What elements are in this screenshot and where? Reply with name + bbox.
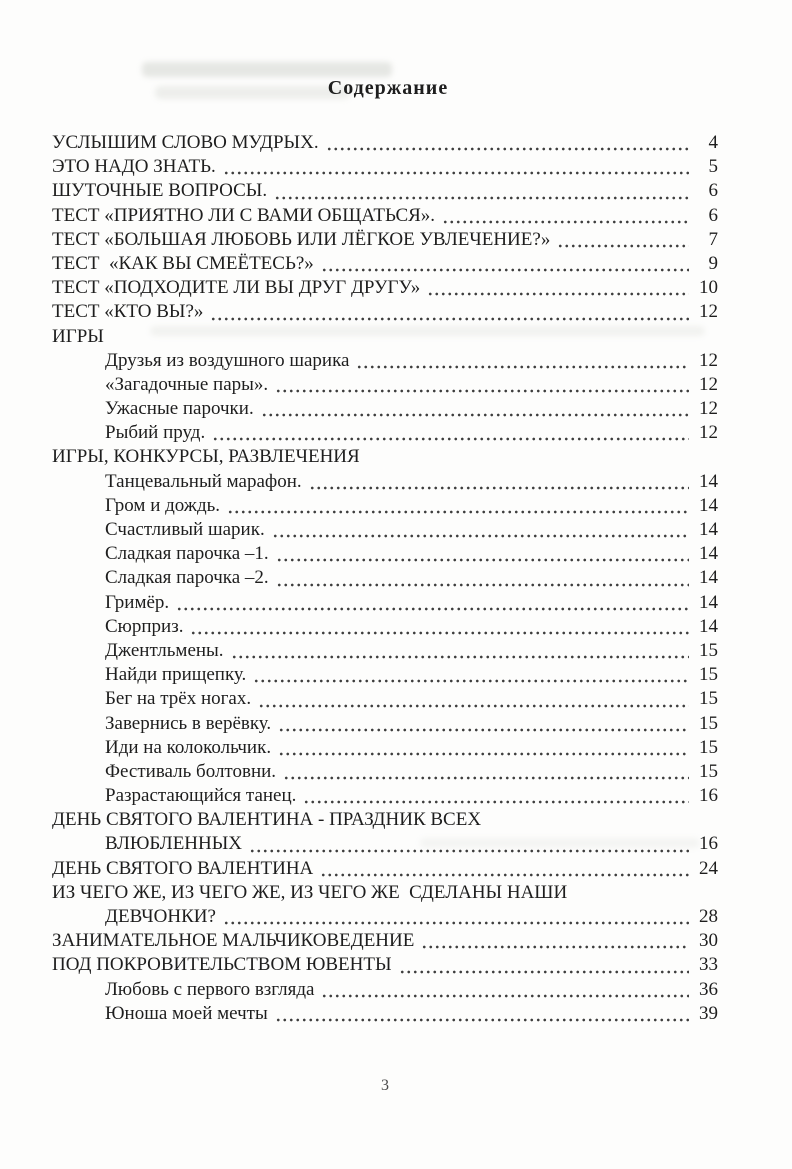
toc-entry-page-number: 39 — [699, 1002, 718, 1024]
toc-entry — [52, 494, 718, 518]
dot-leader — [210, 315, 689, 321]
toc-entry-label: Бег на трёх ногах. — [105, 688, 252, 710]
dot-leader — [427, 290, 689, 296]
dot-leader — [278, 726, 689, 732]
dot-leader — [212, 435, 689, 441]
dot-leader — [276, 581, 689, 587]
toc-entry-label: ЭТО НАДО ЗНАТЬ. — [52, 156, 216, 178]
toc-entry-page-number: 7 — [708, 228, 718, 250]
toc-entry-label: ЗАНИМАТЕЛЬНОЕ МАЛЬЧИКОВЕДЕНИЕ — [52, 930, 415, 952]
toc-entry-page-number: 6 — [708, 204, 718, 226]
toc-entry — [52, 300, 718, 324]
toc-entry-page-number: 36 — [699, 978, 718, 1000]
toc-entry — [52, 808, 718, 832]
toc-entry — [52, 929, 718, 953]
dot-leader — [274, 194, 689, 200]
dot-leader — [326, 145, 689, 151]
toc-entry-label: ВЛЮБЛЕННЫХ — [105, 833, 243, 855]
toc-entry — [52, 228, 718, 252]
toc-entry-label: Завернись в верёвку. — [105, 712, 272, 734]
toc-entry-label: «Загадочные пары». — [105, 373, 269, 395]
toc-entry-label: Гримёр. — [105, 591, 170, 613]
toc-entry-label: ИГРЫ, КОНКУРСЫ, РАЗВЛЕЧЕНИЯ — [52, 446, 360, 468]
toc-entry — [52, 687, 718, 711]
toc-entry-page-number: 14 — [699, 543, 718, 565]
toc-entry — [52, 978, 718, 1002]
toc-entry — [52, 204, 718, 228]
toc-entry-page-number: 10 — [699, 277, 718, 299]
dot-leader — [421, 943, 689, 949]
dot-leader — [275, 1016, 689, 1022]
dot-leader — [227, 508, 689, 514]
toc-entry-page-number: 14 — [699, 615, 718, 637]
toc-entry — [52, 131, 718, 155]
toc-entry-page-number: 16 — [699, 785, 718, 807]
toc-entry-page-number: 12 — [699, 301, 718, 323]
toc-entry — [52, 905, 718, 929]
toc-entry — [52, 591, 718, 615]
toc-entry-label: Рыбий пруд. — [105, 422, 206, 444]
dot-leader — [272, 532, 689, 538]
toc-entry — [52, 397, 718, 421]
toc-entry-page-number: 12 — [699, 398, 718, 420]
toc-entry-label: Иди на колокольчик. — [105, 736, 272, 758]
toc-entry-label: Найди прищепку. — [105, 664, 247, 686]
toc-entry-page-number: 16 — [699, 833, 718, 855]
dot-leader — [321, 992, 689, 998]
toc-entry-label: Любовь с первого взгляда — [105, 978, 315, 1000]
dot-leader — [399, 968, 689, 974]
dot-leader — [278, 750, 689, 756]
toc-entry — [52, 639, 718, 663]
dot-leader — [261, 411, 689, 417]
dot-leader — [231, 653, 689, 659]
toc-entry-page-number: 24 — [699, 857, 718, 879]
toc-entry-page-number: 12 — [699, 349, 718, 371]
toc-entry — [52, 736, 718, 760]
toc-entry-page-number: 15 — [699, 736, 718, 758]
toc-entry-page-number: 15 — [699, 664, 718, 686]
toc-entry-page-number: 15 — [699, 639, 718, 661]
toc-entry-page-number: 15 — [699, 712, 718, 734]
toc-entry-label: Джентльмены. — [105, 639, 224, 661]
toc-entry — [52, 470, 718, 494]
toc-entry-page-number: 33 — [699, 954, 718, 976]
toc-entry — [52, 325, 718, 349]
toc-entry-label: Юноша моей мечты — [105, 1002, 268, 1024]
toc-entry — [52, 179, 718, 203]
dot-leader — [190, 629, 689, 635]
toc-entry-label: ИГРЫ — [52, 325, 104, 347]
dot-leader — [223, 919, 689, 925]
toc-entry-label: Сладкая парочка –1. — [105, 543, 269, 565]
toc-entry-label: Танцевальный марафон. — [105, 470, 302, 492]
dot-leader — [249, 847, 689, 853]
toc-entry-page-number: 14 — [699, 470, 718, 492]
toc-entry-page-number: 14 — [699, 494, 718, 516]
toc-entry — [52, 615, 718, 639]
dot-leader — [309, 484, 689, 490]
toc-entry — [52, 760, 718, 784]
toc-entry-label: УСЛЫШИМ СЛОВО МУДРЫХ. — [52, 132, 319, 153]
dot-leader — [320, 871, 689, 877]
toc-entry — [52, 784, 718, 808]
dot-leader — [276, 556, 689, 562]
dot-leader — [356, 363, 689, 369]
toc-entry-label: ИЗ ЧЕГО ЖЕ, ИЗ ЧЕГО ЖЕ, ИЗ ЧЕГО ЖЕ СДЕЛАНЫ НАШИ — [52, 881, 568, 903]
toc-entry-page-number: 12 — [699, 373, 718, 395]
toc-entry — [52, 881, 718, 905]
toc-entry-label: Разрастающийся танец. — [105, 785, 297, 807]
toc-entry-label: ТЕСТ «ПОДХОДИТЕ ЛИ ВЫ ДРУГ ДРУГУ» — [52, 277, 421, 299]
toc-entry-page-number: 14 — [699, 591, 718, 613]
toc-entry-page-number: 30 — [699, 930, 718, 952]
toc-entry-label: Сюрприз. — [105, 615, 184, 637]
toc-entry-page-number: 6 — [708, 180, 718, 202]
toc-entry-page-number: 28 — [699, 906, 718, 927]
toc-entry-label: Ужасные парочки. — [105, 398, 254, 420]
toc-entry-page-number: 4 — [708, 132, 718, 153]
toc-entry-label: ТЕСТ «КТО ВЫ?» — [52, 301, 204, 323]
toc-entry — [52, 276, 718, 300]
toc-entry-label: Сладкая парочка –2. — [105, 567, 269, 589]
toc-entry-label: ДЕНЬ СВЯТОГО ВАЛЕНТИНА - ПРАЗДНИК ВСЕХ — [52, 809, 482, 831]
dot-leader — [442, 218, 689, 224]
toc-entry-label: Друзья из воздушного шарика — [105, 349, 350, 371]
bleed-through-artifact — [142, 62, 392, 77]
toc-entry-label: Счастливый шарик. — [105, 519, 265, 540]
dot-leader — [258, 702, 689, 708]
toc-entry-page-number: 15 — [699, 688, 718, 710]
toc-entry — [52, 857, 718, 881]
toc-entry — [52, 712, 718, 736]
toc-entry — [52, 445, 718, 469]
toc-entry-page-number: 9 — [708, 252, 718, 274]
toc-entry-page-number: 15 — [699, 760, 718, 782]
toc-entry — [52, 518, 718, 542]
toc-entry — [52, 663, 718, 687]
dot-leader — [223, 169, 689, 175]
footer-page-number: 3 — [381, 1077, 389, 1094]
dot-leader — [253, 677, 689, 683]
toc-list — [52, 131, 718, 1026]
toc-entry — [52, 832, 718, 856]
toc-entry — [52, 542, 718, 566]
dot-leader — [557, 242, 689, 248]
toc-entry-page-number: 14 — [699, 567, 718, 589]
toc-entry-label: ТЕСТ «КАК ВЫ СМЕЁТЕСЬ?» — [52, 252, 314, 274]
toc-entry — [52, 349, 718, 373]
toc-entry — [52, 566, 718, 590]
toc-entry-label: ДЕНЬ СВЯТОГО ВАЛЕНТИНА — [52, 857, 314, 879]
toc-entry-label: ТЕСТ «ПРИЯТНО ЛИ С ВАМИ ОБЩАТЬСЯ». — [52, 204, 436, 226]
toc-entry-label: ПОД ПОКРОВИТЕЛЬСТВОМ ЮВЕНТЫ — [52, 954, 392, 976]
toc-entry — [52, 373, 718, 397]
toc-entry — [52, 155, 718, 179]
toc-entry — [52, 421, 718, 445]
toc-entry-label: ШУТОЧНЫЕ ВОПРОСЫ. — [52, 180, 268, 202]
dot-leader — [321, 266, 689, 272]
toc-entry-label: Гром и дождь. — [105, 494, 221, 516]
dot-leader — [283, 774, 689, 780]
dot-leader — [303, 798, 689, 804]
toc-entry-label: ДЕВЧОНКИ? — [105, 906, 216, 927]
toc-entry — [52, 1002, 718, 1026]
toc-entry-page-number: 12 — [699, 422, 718, 444]
page-title: Содержание — [327, 77, 449, 99]
toc-entry-label: Фестиваль болтовни. — [105, 760, 277, 782]
toc-entry-page-number: 5 — [708, 156, 718, 178]
dot-leader — [275, 387, 689, 393]
toc-entry — [52, 953, 718, 977]
dot-leader — [176, 605, 689, 611]
toc-entry — [52, 252, 718, 276]
toc-entry-label: ТЕСТ «БОЛЬШАЯ ЛЮБОВЬ ИЛИ ЛЁГКОЕ УВЛЕЧЕНИЕ?» — [52, 228, 551, 250]
toc-entry-page-number: 14 — [699, 519, 718, 540]
